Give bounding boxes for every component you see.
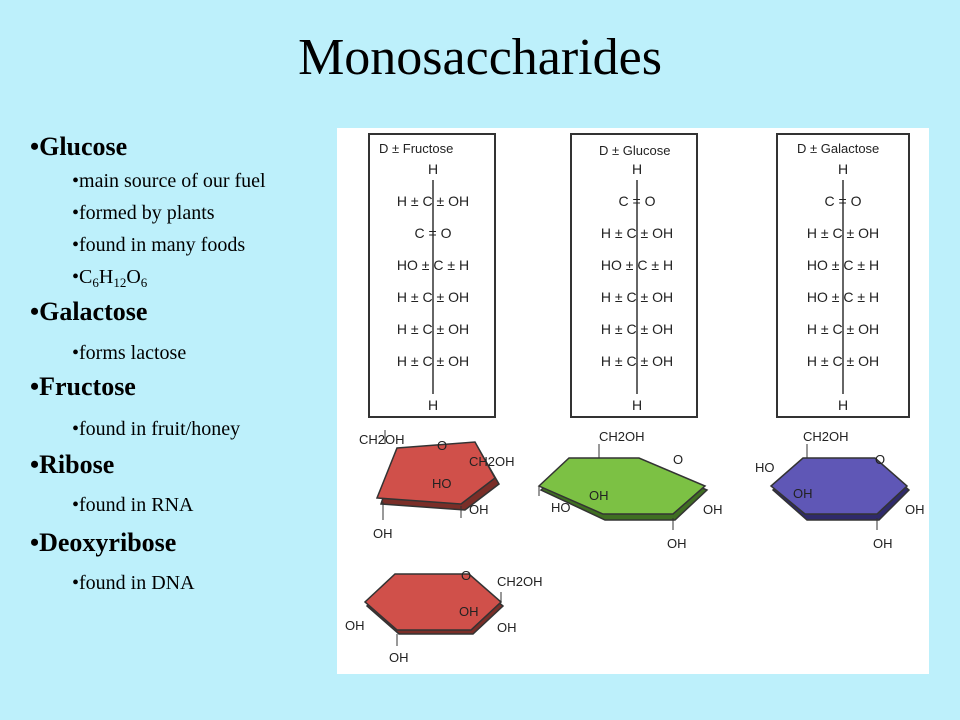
chain-row: C = O	[618, 193, 656, 209]
chain-row: HO ± C ± H	[396, 257, 470, 273]
sub-bullet: •found in fruit/honey	[72, 418, 241, 440]
svg-text:OH: OH	[905, 502, 925, 517]
svg-text:OH: OH	[389, 650, 409, 665]
chain-row: H	[631, 161, 643, 177]
svg-text:CH2OH: CH2OH	[469, 454, 515, 469]
glucose-ring	[539, 429, 723, 551]
chain-row: HO ± C ± H	[806, 257, 880, 273]
galactose-ring	[755, 429, 925, 551]
deoxyribose-ring	[345, 568, 543, 665]
chain-row: H	[631, 397, 643, 413]
bullet-deoxyribose: •Deoxyribose	[30, 528, 177, 557]
chain-row: H ± C ± OH	[806, 353, 880, 369]
chain-row: H ± C ± OH	[396, 321, 470, 337]
chain-row: H ± C ± OH	[396, 353, 470, 369]
svg-text:OH: OH	[873, 536, 893, 551]
chain-row: C = O	[824, 193, 862, 209]
galactose-chain-title: D ± Galactose	[797, 141, 880, 156]
glucose-chain-box	[571, 134, 697, 417]
svg-text:O: O	[875, 452, 886, 467]
sub-bullet: •forms lactose	[72, 342, 187, 364]
svg-text:CH2OH: CH2OH	[599, 429, 645, 444]
sub-bullet: •found in RNA	[72, 494, 194, 516]
chain-row: H	[427, 397, 439, 413]
svg-text:CH2OH: CH2OH	[497, 574, 543, 589]
svg-text:O: O	[673, 452, 684, 467]
bullet-glucose: •Glucose	[30, 132, 128, 161]
bullet-galactose: •Galactose	[30, 297, 148, 326]
galactose-chain-box	[777, 134, 909, 417]
svg-text:OH: OH	[793, 486, 813, 501]
chain-row: H ± C ± OH	[600, 289, 674, 305]
svg-text:HO: HO	[551, 500, 571, 515]
svg-text:CH2OH: CH2OH	[803, 429, 849, 444]
sub-bullet: •found in DNA	[72, 572, 195, 594]
fructose-chain-box	[369, 134, 495, 417]
chain-row: H ± C ± OH	[806, 321, 880, 337]
sub-bullet: •main source of our fuel	[72, 170, 266, 192]
sub-bullet: •found in many foods	[72, 234, 246, 256]
svg-text:CH2OH: CH2OH	[359, 432, 405, 447]
svg-text:OH: OH	[703, 502, 723, 517]
chain-row: HO ± C ± H	[806, 289, 880, 305]
svg-text:HO: HO	[755, 460, 775, 475]
svg-text:OH: OH	[469, 502, 489, 517]
bullet-ribose: •Ribose	[30, 450, 115, 479]
svg-text:OH: OH	[345, 618, 365, 633]
chain-row: H	[837, 161, 849, 177]
svg-text:O: O	[461, 568, 472, 583]
fructose-ring	[359, 430, 515, 541]
svg-text:HO: HO	[432, 476, 452, 491]
bullet-fructose: •Fructose	[30, 372, 136, 401]
sub-bullet: •formed by plants	[72, 202, 215, 224]
slide-title: Monosaccharides	[298, 29, 662, 86]
glucose-chain-title: D ± Glucose	[599, 143, 671, 158]
svg-text:OH: OH	[497, 620, 517, 635]
chain-row: H	[837, 397, 849, 413]
chain-row: H ± C ± OH	[600, 321, 674, 337]
chain-row: HO ± C ± H	[600, 257, 674, 273]
chain-row: C = O	[414, 225, 452, 241]
fructose-chain-title: D ± Fructose	[379, 141, 454, 156]
chain-row: H ± C ± OH	[600, 353, 674, 369]
svg-text:OH: OH	[667, 536, 687, 551]
svg-text:OH: OH	[459, 604, 479, 619]
svg-text:OH: OH	[373, 526, 393, 541]
chain-row: H ± C ± OH	[396, 289, 470, 305]
sugar-structures-figure	[337, 128, 929, 674]
chain-row: H ± C ± OH	[600, 225, 674, 241]
svg-text:O: O	[437, 438, 448, 453]
chain-row: H ± C ± OH	[806, 225, 880, 241]
svg-text:OH: OH	[589, 488, 609, 503]
glucose-formula: $•C_6H_{12}O_6$	[72, 266, 148, 290]
chain-row: H	[427, 161, 439, 177]
chain-row: H ± C ± OH	[396, 193, 470, 209]
